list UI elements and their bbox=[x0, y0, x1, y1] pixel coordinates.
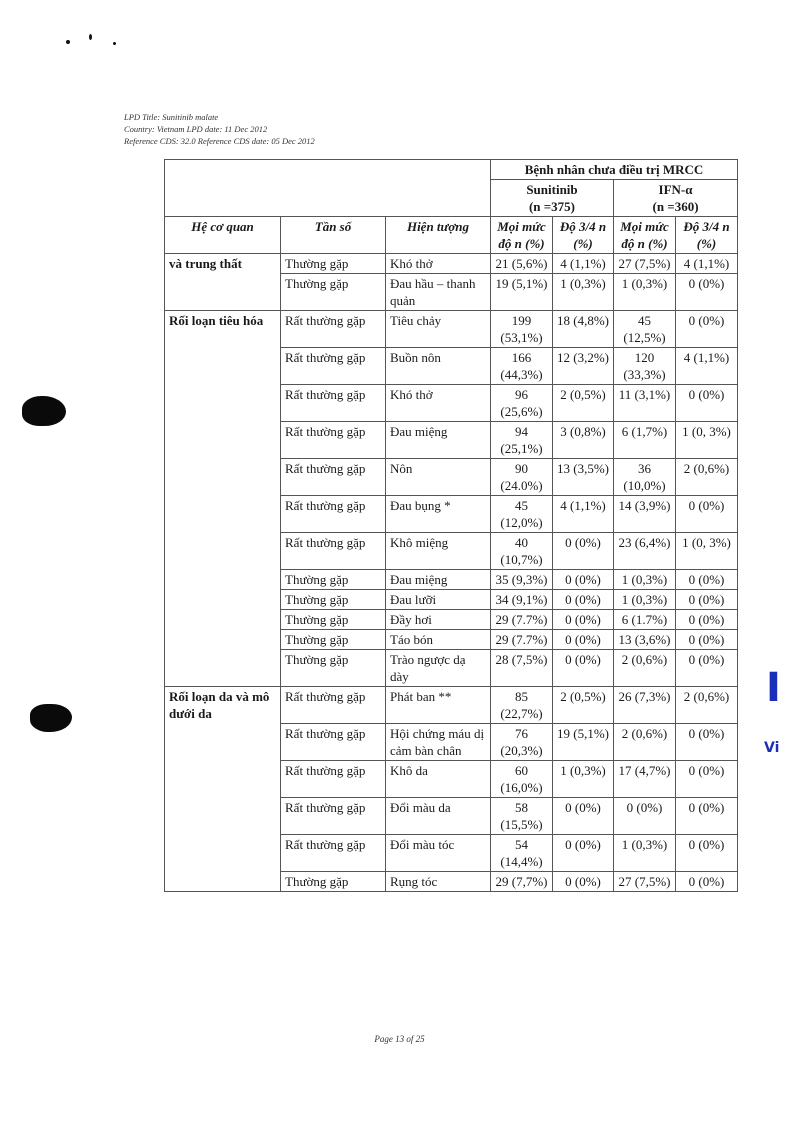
sunitinib-all-grades-cell: 21 (5,6%) bbox=[491, 254, 553, 274]
ifn-all-grades-cell: 13 (3,6%) bbox=[614, 630, 676, 650]
event-cell: Đổi màu da bbox=[386, 798, 491, 835]
ifn-grade34-cell: 0 (0%) bbox=[676, 724, 738, 761]
sunitinib-grade34-cell: 0 (0%) bbox=[553, 610, 614, 630]
frequency-cell: Thường gặp bbox=[281, 570, 386, 590]
header-line: Country: Vietnam LPD date: 11 Dec 2012 bbox=[124, 124, 268, 134]
scan-speck bbox=[89, 34, 92, 40]
event-cell: Đau lưỡi bbox=[386, 590, 491, 610]
sunitinib-grade34-cell: 0 (0%) bbox=[553, 630, 614, 650]
sunitinib-grade34-cell: 1 (0,3%) bbox=[553, 761, 614, 798]
sunitinib-all-grades-cell: 28 (7,5%) bbox=[491, 650, 553, 687]
event-cell: Đau hầu – thanh quản bbox=[386, 274, 491, 311]
header-system: Hệ cơ quan bbox=[165, 217, 281, 254]
ifn-header bbox=[614, 180, 738, 217]
ifn-label: IFN-α bbox=[658, 182, 693, 197]
sunitinib-all-grades-cell: 40 (10,7%) bbox=[491, 533, 553, 570]
ifn-all-grades-cell: 1 (0,3%) bbox=[614, 570, 676, 590]
ifn-all-grades-cell: 23 (6,4%) bbox=[614, 533, 676, 570]
ifn-all-grades-cell: 26 (7,3%) bbox=[614, 687, 676, 724]
sunitinib-all-grades-cell: 90 (24.0%) bbox=[491, 459, 553, 496]
sunitinib-grade34-cell: 0 (0%) bbox=[553, 798, 614, 835]
frequency-cell: Rất thường gặp bbox=[281, 496, 386, 533]
frequency-cell: Rất thường gặp bbox=[281, 835, 386, 872]
ifn-all-grades-cell: 1 (0,3%) bbox=[614, 274, 676, 311]
sunitinib-grade34-cell: 19 (5,1%) bbox=[553, 724, 614, 761]
ifn-grade34-cell: 0 (0%) bbox=[676, 610, 738, 630]
ifn-grade34-cell: 0 (0%) bbox=[676, 590, 738, 610]
ifn-grade34-cell: 0 (0%) bbox=[676, 650, 738, 687]
margin-mark: I bbox=[766, 665, 781, 711]
ifn-all-grades-cell: 1 (0,3%) bbox=[614, 590, 676, 610]
sunitinib-all-grades-cell: 54 (14,4%) bbox=[491, 835, 553, 872]
sunitinib-all-grades-cell: 58 (15,5%) bbox=[491, 798, 553, 835]
header-grade-3-4: Độ 3/4 n (%) bbox=[676, 217, 738, 254]
sunitinib-all-grades-cell: 45 (12,0%) bbox=[491, 496, 553, 533]
ifn-grade34-cell: 1 (0, 3%) bbox=[676, 422, 738, 459]
sunitinib-grade34-cell: 18 (4,8%) bbox=[553, 311, 614, 348]
sunitinib-grade34-cell: 3 (0,8%) bbox=[553, 422, 614, 459]
sunitinib-all-grades-cell: 85 (22,7%) bbox=[491, 687, 553, 724]
header-event: Hiện tượng bbox=[386, 217, 491, 254]
document-header bbox=[124, 111, 315, 147]
event-cell: Đầy hơi bbox=[386, 610, 491, 630]
sunitinib-grade34-cell: 0 (0%) bbox=[553, 650, 614, 687]
sunitinib-grade34-cell: 0 (0%) bbox=[553, 872, 614, 892]
event-cell: Trào ngược dạ dày bbox=[386, 650, 491, 687]
ifn-grade34-cell: 0 (0%) bbox=[676, 274, 738, 311]
ifn-all-grades-cell: 6 (1,7%) bbox=[614, 422, 676, 459]
sunitinib-grade34-cell: 2 (0,5%) bbox=[553, 687, 614, 724]
ifn-grade34-cell: 0 (0%) bbox=[676, 835, 738, 872]
frequency-cell: Thường gặp bbox=[281, 274, 386, 311]
ifn-grade34-cell: 0 (0%) bbox=[676, 385, 738, 422]
hole-punch-mark bbox=[30, 704, 72, 732]
event-cell: Đau bụng * bbox=[386, 496, 491, 533]
frequency-cell: Thường gặp bbox=[281, 630, 386, 650]
ifn-all-grades-cell: 2 (0,6%) bbox=[614, 650, 676, 687]
table-row bbox=[165, 687, 738, 724]
frequency-cell: Thường gặp bbox=[281, 590, 386, 610]
sunitinib-all-grades-cell: 96 (25,6%) bbox=[491, 385, 553, 422]
sunitinib-grade34-cell: 1 (0,3%) bbox=[553, 274, 614, 311]
frequency-cell: Rất thường gặp bbox=[281, 311, 386, 348]
frequency-cell: Thường gặp bbox=[281, 650, 386, 687]
ifn-all-grades-cell: 36 (10,0%) bbox=[614, 459, 676, 496]
header-all-grades: Mọi mức độ n (%) bbox=[614, 217, 676, 254]
event-cell: Táo bón bbox=[386, 630, 491, 650]
sunitinib-grade34-cell: 2 (0,5%) bbox=[553, 385, 614, 422]
scan-speck bbox=[66, 40, 70, 44]
event-cell: Rụng tóc bbox=[386, 872, 491, 892]
event-cell: Tiêu chảy bbox=[386, 311, 491, 348]
header-line: LPD Title: Sunitinib malate bbox=[124, 112, 219, 122]
ifn-all-grades-cell: 14 (3,9%) bbox=[614, 496, 676, 533]
ifn-all-grades-cell: 1 (0,3%) bbox=[614, 835, 676, 872]
ifn-grade34-cell: 0 (0%) bbox=[676, 872, 738, 892]
system-organ-class: Rối loạn tiêu hóa bbox=[165, 311, 281, 687]
ifn-all-grades-cell: 2 (0,6%) bbox=[614, 724, 676, 761]
frequency-cell: Thường gặp bbox=[281, 610, 386, 630]
event-cell: Khó thở bbox=[386, 254, 491, 274]
ifn-all-grades-cell: 27 (7,5%) bbox=[614, 872, 676, 892]
scan-speck bbox=[113, 42, 116, 45]
page-number: Page 13 of 25 bbox=[374, 1034, 425, 1044]
sunitinib-all-grades-cell: 166 (44,3%) bbox=[491, 348, 553, 385]
ifn-n: (n =360) bbox=[652, 199, 699, 214]
sunitinib-all-grades-cell: 19 (5,1%) bbox=[491, 274, 553, 311]
ifn-all-grades-cell: 11 (3,1%) bbox=[614, 385, 676, 422]
sunitinib-grade34-cell: 4 (1,1%) bbox=[553, 496, 614, 533]
frequency-cell: Rất thường gặp bbox=[281, 348, 386, 385]
frequency-cell: Rất thường gặp bbox=[281, 459, 386, 496]
group-title: Bệnh nhân chưa điều trị MRCC bbox=[491, 160, 738, 180]
ifn-grade34-cell: 0 (0%) bbox=[676, 630, 738, 650]
frequency-cell: Rất thường gặp bbox=[281, 761, 386, 798]
ifn-all-grades-cell: 27 (7,5%) bbox=[614, 254, 676, 274]
frequency-cell: Rất thường gặp bbox=[281, 422, 386, 459]
header-frequency: Tần số bbox=[281, 217, 386, 254]
frequency-cell: Rất thường gặp bbox=[281, 687, 386, 724]
sunitinib-grade34-cell: 0 (0%) bbox=[553, 590, 614, 610]
event-cell: Nôn bbox=[386, 459, 491, 496]
ifn-grade34-cell: 1 (0, 3%) bbox=[676, 533, 738, 570]
sunitinib-header bbox=[491, 180, 614, 217]
system-organ-class: Rối loạn da và mô dưới da bbox=[165, 687, 281, 892]
sunitinib-grade34-cell: 13 (3,5%) bbox=[553, 459, 614, 496]
margin-mark: Vi bbox=[764, 740, 780, 756]
sunitinib-grade34-cell: 4 (1,1%) bbox=[553, 254, 614, 274]
event-cell: Khô miệng bbox=[386, 533, 491, 570]
sunitinib-all-grades-cell: 76 (20,3%) bbox=[491, 724, 553, 761]
frequency-cell: Rất thường gặp bbox=[281, 724, 386, 761]
ifn-all-grades-cell: 45 (12,5%) bbox=[614, 311, 676, 348]
event-cell: Đổi màu tóc bbox=[386, 835, 491, 872]
sunitinib-all-grades-cell: 29 (7.7%) bbox=[491, 610, 553, 630]
blank-corner-cell bbox=[165, 160, 491, 217]
sunitinib-n: (n =375) bbox=[528, 199, 576, 214]
ifn-grade34-cell: 0 (0%) bbox=[676, 496, 738, 533]
sunitinib-grade34-cell: 0 (0%) bbox=[553, 835, 614, 872]
ifn-all-grades-cell: 120 (33,3%) bbox=[614, 348, 676, 385]
hole-punch-mark bbox=[22, 396, 66, 426]
ifn-grade34-cell: 0 (0%) bbox=[676, 761, 738, 798]
table-row bbox=[165, 254, 738, 274]
sunitinib-all-grades-cell: 29 (7,7%) bbox=[491, 872, 553, 892]
ifn-all-grades-cell: 0 (0%) bbox=[614, 798, 676, 835]
sunitinib-all-grades-cell: 34 (9,1%) bbox=[491, 590, 553, 610]
ifn-grade34-cell: 2 (0,6%) bbox=[676, 687, 738, 724]
ifn-grade34-cell: 2 (0,6%) bbox=[676, 459, 738, 496]
ifn-grade34-cell: 0 (0%) bbox=[676, 798, 738, 835]
table-row bbox=[165, 311, 738, 348]
sunitinib-grade34-cell: 12 (3,2%) bbox=[553, 348, 614, 385]
sunitinib-grade34-cell: 0 (0%) bbox=[553, 533, 614, 570]
frequency-cell: Rất thường gặp bbox=[281, 385, 386, 422]
frequency-cell: Rất thường gặp bbox=[281, 533, 386, 570]
header-grade-3-4: Độ 3/4 n (%) bbox=[553, 217, 614, 254]
event-cell: Đau miệng bbox=[386, 422, 491, 459]
frequency-cell: Thường gặp bbox=[281, 254, 386, 274]
sunitinib-all-grades-cell: 94 (25,1%) bbox=[491, 422, 553, 459]
sunitinib-all-grades-cell: 29 (7.7%) bbox=[491, 630, 553, 650]
ifn-grade34-cell: 0 (0%) bbox=[676, 570, 738, 590]
event-cell: Khó thở bbox=[386, 385, 491, 422]
sunitinib-all-grades-cell: 199 (53,1%) bbox=[491, 311, 553, 348]
event-cell: Khô da bbox=[386, 761, 491, 798]
event-cell: Phát ban ** bbox=[386, 687, 491, 724]
header-all-grades: Mọi mức độ n (%) bbox=[491, 217, 553, 254]
frequency-cell: Thường gặp bbox=[281, 872, 386, 892]
adverse-events-table bbox=[164, 159, 738, 892]
ifn-all-grades-cell: 17 (4,7%) bbox=[614, 761, 676, 798]
sunitinib-label: Sunitinib bbox=[526, 182, 578, 197]
ifn-grade34-cell: 4 (1,1%) bbox=[676, 254, 738, 274]
ifn-grade34-cell: 0 (0%) bbox=[676, 311, 738, 348]
ifn-all-grades-cell: 6 (1.7%) bbox=[614, 610, 676, 630]
event-cell: Hội chứng máu dị cảm bàn chân bbox=[386, 724, 491, 761]
sunitinib-grade34-cell: 0 (0%) bbox=[553, 570, 614, 590]
system-organ-class: và trung thất bbox=[165, 254, 281, 311]
sunitinib-all-grades-cell: 60 (16,0%) bbox=[491, 761, 553, 798]
frequency-cell: Rất thường gặp bbox=[281, 798, 386, 835]
event-cell: Đau miệng bbox=[386, 570, 491, 590]
sunitinib-all-grades-cell: 35 (9,3%) bbox=[491, 570, 553, 590]
event-cell: Buồn nôn bbox=[386, 348, 491, 385]
ifn-grade34-cell: 4 (1,1%) bbox=[676, 348, 738, 385]
header-line: Reference CDS: 32.0 Reference CDS date: 05 Dec 2012 bbox=[124, 136, 315, 146]
